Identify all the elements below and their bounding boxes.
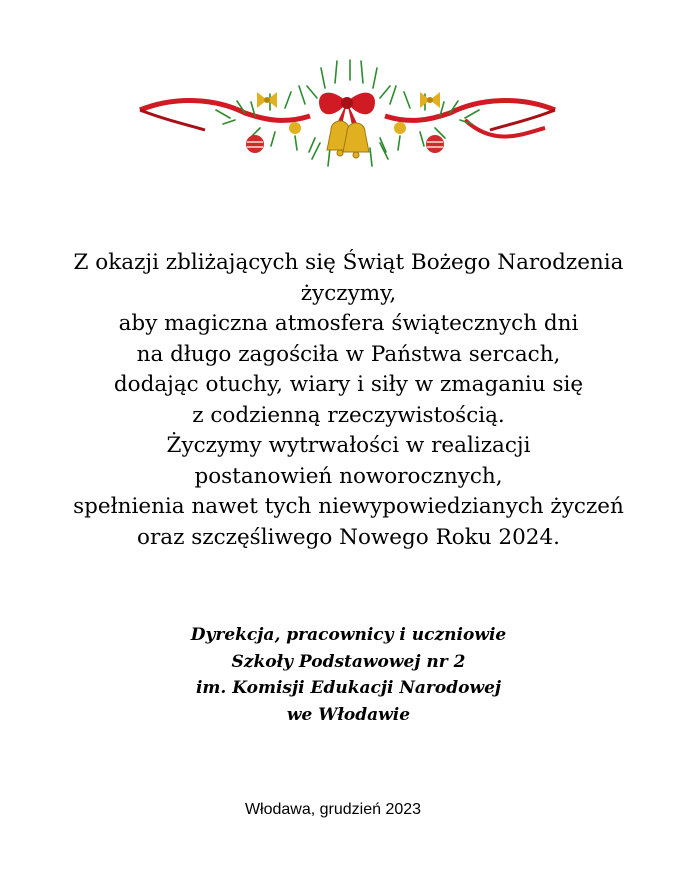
christmas-garland-decoration [135,58,560,170]
signature-line: Dyrekcja, pracownicy i uczniowie [190,625,507,645]
greeting-line: dodając otuchy, wiary i siły w zmaganiu się [113,372,584,397]
greeting-line: Z okazji zbliżających się Świąt Bożego Narodzenia [73,250,624,275]
greeting-text [0,248,697,553]
greeting-line: oraz szczęśliwego Nowego Roku 2024. [137,524,560,550]
signature-line: Szkoły Podstawowej nr 2 [231,651,466,672]
signature-line: im. Komisji Edukacji Narodowej [195,678,502,698]
greeting-line: Życzymy wytrwałości w realizacji [166,433,531,458]
gold-bells-icon [327,121,369,158]
greeting-line: postanowień noworocznych, [194,463,503,489]
greeting-line: życzymy, [300,280,397,306]
greeting-line: spełnienia nawet tych niewypowiedzianych życzeń [73,494,624,519]
greeting-line: z codzienną rzeczywistością. [192,402,505,428]
greeting-line: aby magiczna atmosfera świątecznych dni [118,311,579,336]
place-and-date: Włodawa, grudzień 2023 [244,801,422,818]
signature-block [0,622,697,728]
greeting-line: na długo zagościła w Państwa sercach, [136,341,561,367]
signature-line: we Włodawie [286,704,411,725]
